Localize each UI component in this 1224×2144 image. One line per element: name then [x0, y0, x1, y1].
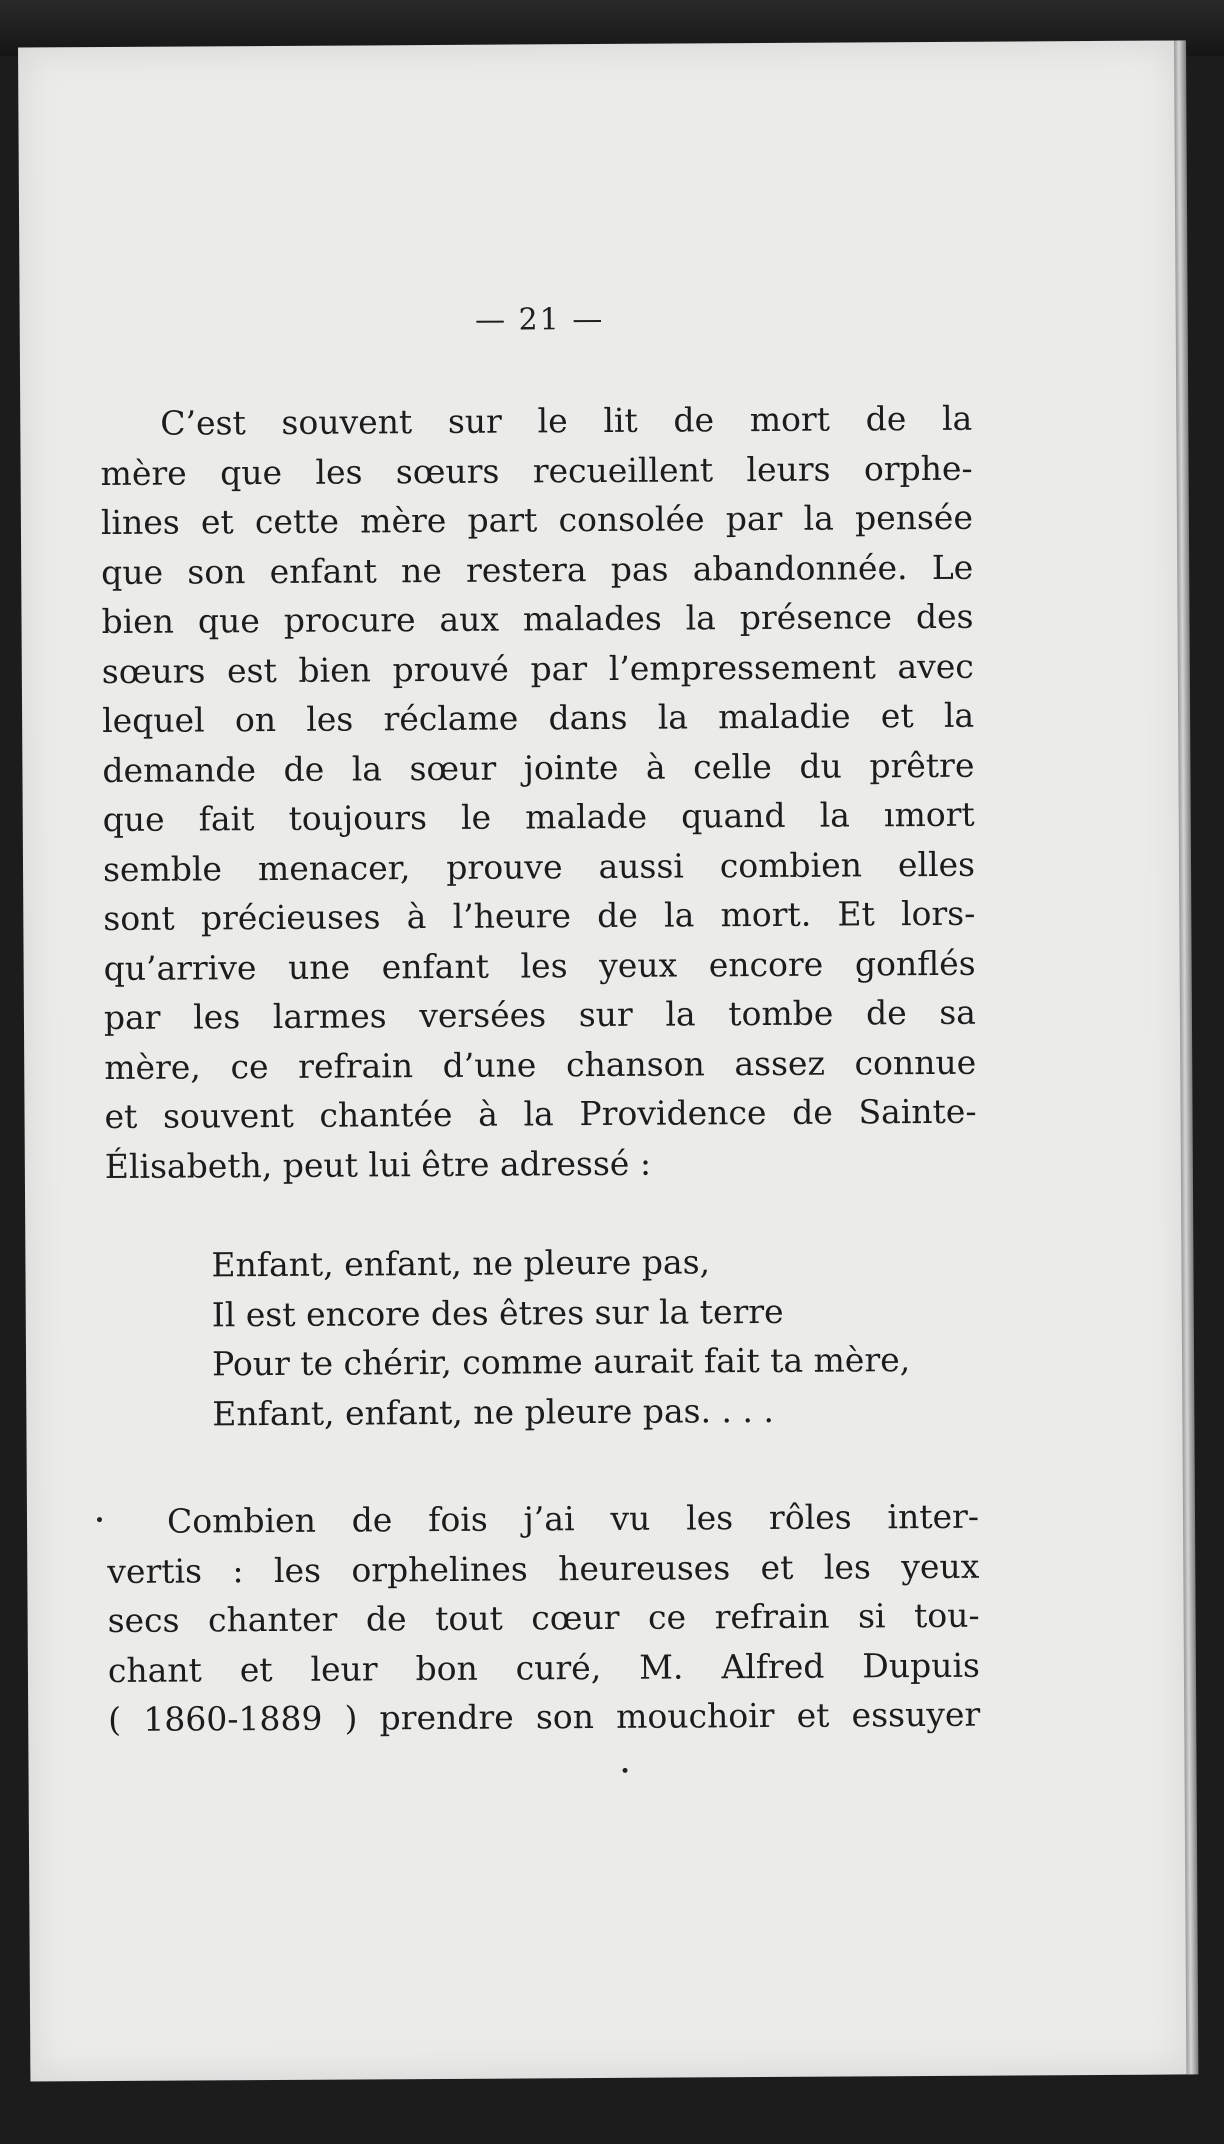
text-line: Élisabeth, peut lui être adressé :: [104, 1143, 652, 1186]
book-page: [18, 40, 1190, 2081]
text-line: demande de la sœur jointe à celle du prêtre: [102, 745, 975, 790]
text-line: sont précieuses à l’heure de la mort. Et lors-: [103, 893, 976, 939]
text-line: que fait toujours le malade quand la ımort: [102, 794, 975, 840]
page-number: — 21 —: [474, 301, 605, 338]
ink-speck: [97, 1517, 102, 1522]
text-line: ( 1860-1889 ) prendre son mouchoir et essuyer: [108, 1694, 981, 1740]
text-line: C’est souvent sur le lit de mort de la: [160, 398, 973, 443]
poem-line: Enfant, enfant, ne pleure pas,: [211, 1242, 711, 1285]
text-line: que son enfant ne restera pas abandonnée. Le: [101, 547, 974, 592]
text-line: et souvent chantée à la Providence de Sainte-: [104, 1091, 977, 1137]
paragraph-2: [107, 1492, 980, 1745]
text-line: lines et cette mère part consolée par la pensée: [100, 497, 974, 543]
text-line: semble menacer, prouve aussi combien elles: [102, 844, 976, 889]
text-line: lequel on les réclame dans la maladie et la: [102, 695, 975, 741]
poem-line: Il est encore des êtres sur la terre: [211, 1291, 784, 1334]
text-line: qu’arrive une enfant les yeux encore gonflés: [103, 943, 976, 988]
text-line: mère, ce refrain d’une chanson assez connue: [104, 1042, 977, 1087]
text-line: bien que procure aux malades la présence des: [101, 596, 974, 642]
text-line: mère que les sœurs recueillent leurs orphe-: [100, 448, 973, 493]
text-line: Combien de fois j’ai vu les rôles inter-: [166, 1496, 980, 1541]
poem-line: Enfant, enfant, ne pleure pas. . . .: [212, 1390, 775, 1433]
text-line: sœurs est bien prouvé par l’empressement avec: [101, 646, 974, 691]
text-line: vertis : les orphelines heureuses et les yeux: [107, 1546, 980, 1591]
poem-stanza: [211, 1236, 910, 1438]
text-line: chant et leur bon curé, M. Alfred Dupuis: [107, 1645, 981, 1690]
text-line: par les larmes versées sur la tombe de sa: [103, 992, 977, 1038]
paragraph-1: [100, 394, 977, 1191]
text-line: secs chanter de tout cœur ce refrain si tou-: [107, 1595, 980, 1641]
ink-speck: [623, 1768, 628, 1773]
poem-line: Pour te chérir, comme aurait fait ta mère,: [211, 1340, 911, 1384]
